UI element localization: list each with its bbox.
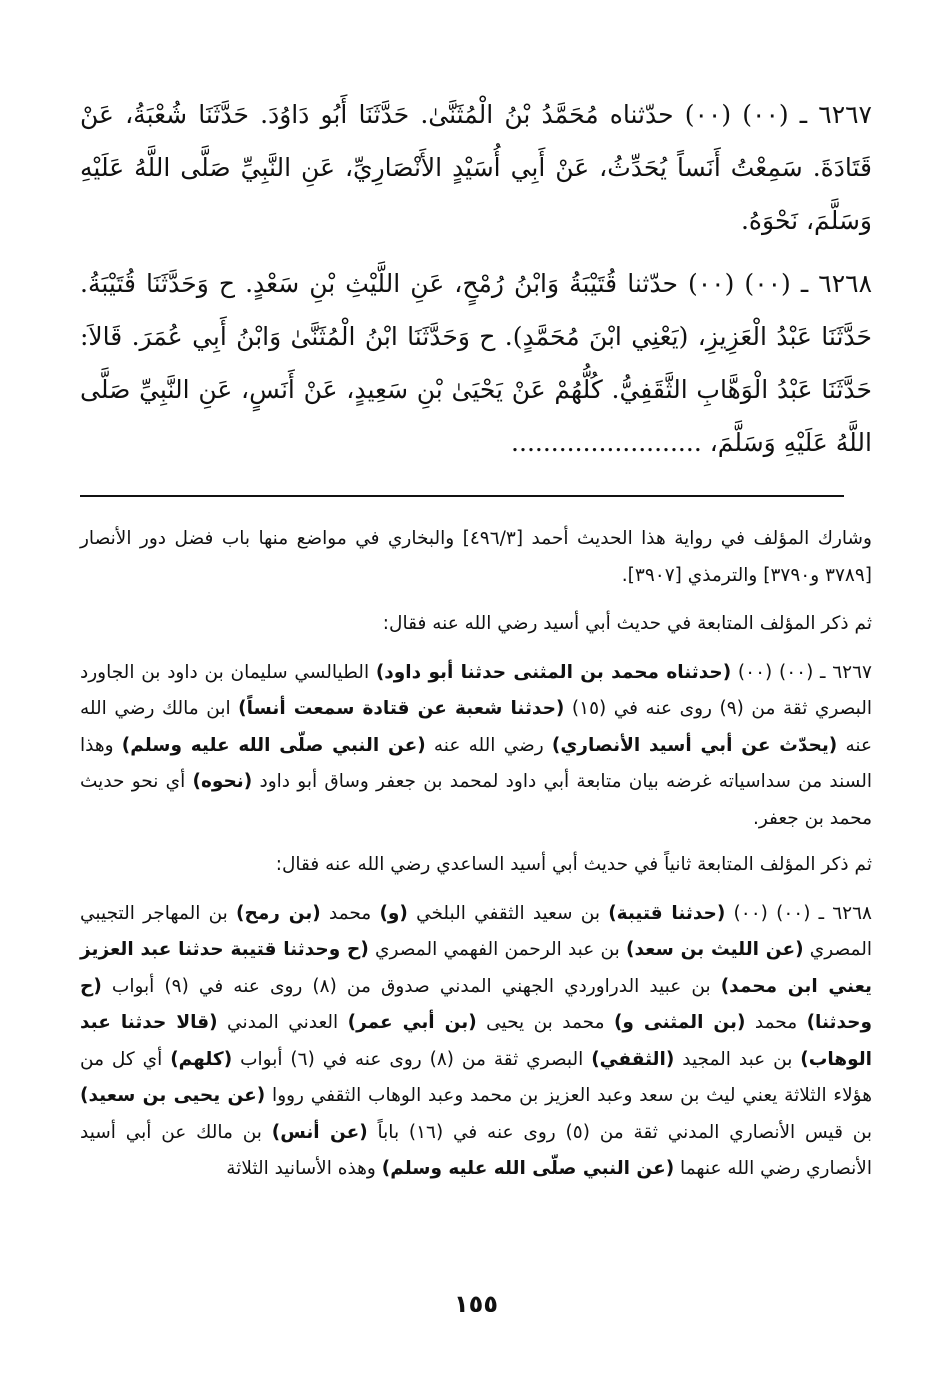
quoted-segment: (عن النبي صلّى الله عليه وسلم)	[381, 1158, 675, 1179]
quoted-segment: (حدثنا شعبة عن قتادة سمعت أنساً)	[238, 698, 565, 719]
quoted-segment: (بن المثنى و)	[613, 1012, 746, 1033]
hadith-text-6267	[80, 88, 872, 247]
text-segment: البصري ثقة من (٨) روى عنه في (٦) أبواب	[232, 1048, 592, 1070]
text-segment: بن المهاجر التجيبي المصري	[80, 902, 872, 960]
quoted-segment: (الثقفي)	[591, 1048, 675, 1070]
quoted-segment: (و)	[379, 902, 408, 924]
hadith-text-6268	[80, 257, 872, 469]
commentary-intro-6268	[80, 847, 872, 884]
intro-6267-text: ثم ذكر المؤلف المتابعة في حديث أبي أسيد رضي الله عنه فقال:	[382, 613, 872, 634]
text-segment: وهذه الأسانيد الثلاثة	[226, 1158, 382, 1179]
hadith-6268-text: ٦٢٦٨ ـ (٠٠) (٠٠) حدّثنا قُتَيْبَةُ وَابْنُ رُمْحٍ، عَنِ اللَّيْثِ بْنِ سَعْدٍ. ح وَحَدَّثَنَا قُتَيْبَةُ. حَدَّثَنَا عَبْدُ الْعَزِيزِ، (يَعْنِي ابْنَ مُحَمَّدٍ). ح وَحَدَّثَنَا ابْنُ الْمُثَنَّىٰ وَابْنُ أَبِي عُمَرَ. قَالاَ: حَدَّثَنَا عَبْدُ الْوَهَّابِ الثَّقَفِيُّ. كُلُّهُمْ عَنْ يَحْيَىٰ بْنِ سَعِيدٍ، عَنْ أَنَسٍ، عَنِ النَّبِيِّ صَلَّى اللَّهُ عَلَيْهِ وَسَلَّمَ، ........................	[80, 269, 872, 457]
footnote-separator	[80, 495, 844, 497]
quoted-segment: (عن يحيى بن سعيد)	[80, 1085, 266, 1106]
quoted-segment: (عن الليث بن سعد)	[626, 939, 804, 960]
text-segment: بن مالك عن أبي أسيد الأنصاري رضي الله عنهما	[80, 1121, 872, 1179]
hadith-6267-text: ٦٢٦٧ ـ (٠٠) (٠٠) حدّثناه مُحَمَّدُ بْنُ الْمُثَنَّىٰ. حَدَّثَنَا أَبُو دَاوُدَ. حَدَّثَنَا شُعْبَةُ، عَنْ قَتَادَةَ. سَمِعْتُ أَنَساً يُحَدِّثُ، عَنْ أَبِي أُسَيْدٍ الأَنْصَارِيِّ، عَنِ النَّبِيِّ صَلَّى اللَّهُ عَلَيْهِ وَسَلَّمَ، نَحْوَهُ.	[80, 100, 872, 235]
text-segment: رضي الله عنه	[425, 734, 552, 756]
text-segment: وهذا السند من سداسياته غرضه بيان متابعة أبي داود لمحمد بن جعفر وساق أبو داود	[80, 734, 872, 792]
text-segment: محمد	[320, 902, 380, 924]
intro-6268-text: ثم ذكر المؤلف المتابعة ثانياً في حديث أبي أسيد الساعدي رضي الله عنه فقال:	[275, 854, 872, 875]
quoted-segment: (عن أنس)	[271, 1121, 368, 1143]
quoted-segment: (حدثناه محمد بن المثنى حدثنا أبو داود)	[375, 661, 732, 683]
text-segment: أي كل من هؤلاء الثلاثة يعني ليث بن سعد وعبد العزيز بن محمد وعبد الوهاب الثقفي رووا	[80, 1048, 872, 1106]
quoted-segment: (بن أبي عمر)	[347, 1012, 477, 1033]
commentary-takhrij	[80, 521, 872, 594]
quoted-segment: (بن رمح)	[236, 902, 321, 924]
quoted-segment: (ح وحدثنا قتيبة حدثنا عبد العزيز يعني ابن محمد)	[80, 939, 872, 997]
text-segment: بن قيس الأنصاري المدني ثقة من (٥) روى عنه في (١٦) باباً	[367, 1121, 872, 1143]
text-segment: محمد بن يحيى	[476, 1012, 614, 1033]
text-segment: ٦٢٦٨ ـ (٠٠) (٠٠)	[725, 902, 872, 924]
quoted-segment: (ح وحدثنا)	[80, 975, 872, 1033]
commentary-6268	[80, 896, 872, 1188]
page-number: ١٥٥	[454, 1290, 498, 1318]
quoted-segment: (يحدّث عن أبي أسيد الأنصاري)	[551, 734, 838, 756]
quoted-segment: (نحوه)	[192, 771, 253, 792]
text-segment: بن عبيد الدراوردي الجهني المدني صدوق من (٨) روى عنه في (٩) أبواب	[101, 975, 721, 997]
quoted-segment: (عن النبي صلّى الله عليه وسلم)	[121, 734, 426, 756]
page-content	[80, 88, 872, 1198]
commentary-6267	[80, 655, 872, 838]
commentary-intro-6267	[80, 606, 872, 643]
text-segment: الطيالسي سليمان بن داود بن الجاورد البصري ثقة من (٩) روى عنه في (١٥)	[80, 661, 872, 719]
quoted-segment: (كلهم)	[170, 1048, 233, 1070]
text-segment: العدني المدني	[217, 1012, 348, 1033]
text-segment: بن سعيد الثقفي البلخي	[407, 902, 609, 924]
takhrij-text: وشارك المؤلف في رواية هذا الحديث أحمد [٤٩٦/٣] والبخاري في مواضع منها باب فضل دور الأنصار [٣٧٨٩ و٣٧٩٠] والترمذي [٣٩٠٧].	[80, 528, 872, 586]
text-segment: ٦٢٦٧ ـ (٠٠) (٠٠)	[731, 661, 872, 683]
text-segment: أي نحو حديث محمد بن جعفر.	[80, 771, 872, 829]
text-segment: بن عبد المجيد	[674, 1048, 801, 1070]
text-segment: بن عبد الرحمن الفهمي المصري	[368, 939, 627, 960]
text-segment: ابن مالك رضي الله عنه	[80, 698, 872, 756]
quoted-segment: (قالا حدثنا عبد الوهاب)	[80, 1012, 872, 1070]
quoted-segment: (حدثنا قتيبة)	[608, 902, 726, 924]
text-segment: محمد	[745, 1012, 807, 1033]
